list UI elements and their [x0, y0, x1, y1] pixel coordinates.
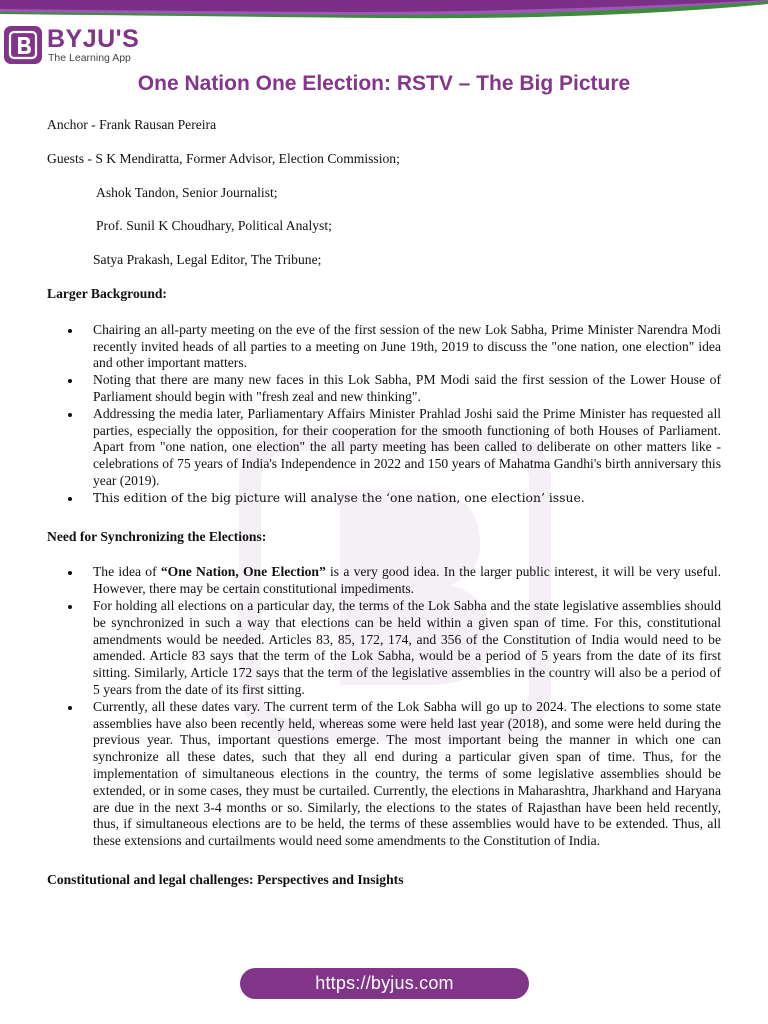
bullet-icon	[68, 379, 72, 383]
list-item-text: For holding all elections on a particular day, the terms of the Lok Sabha and the state legislative assemblies should be synchronized in such a way that elections can be held within a given span of time. For this, constitutional amendments would be needed. Articles 83, 85, 172, 174, and 356 of the Constitution of India would need to be amended. Article 83 says that the term of the Lok Sabha, would be a period of 5 years from the date of its first sitting. Similarly, Article 172 says that the term of the legislative assemblies in the country will also be a period of 5 years from the date of its first sitting.	[93, 597, 721, 697]
section-heading-background: Larger Background:	[47, 285, 167, 301]
bullet-icon	[68, 329, 72, 333]
list-item	[47, 322, 721, 372]
list-item-emphasis: “One Nation, One Election”	[160, 564, 326, 580]
background-list	[47, 322, 721, 507]
brand-tagline: The Learning App	[48, 52, 131, 64]
page-title: One Nation One Election: RSTV – The Big Picture	[137, 72, 631, 95]
list-item-text-prefix: The idea of	[93, 564, 161, 580]
bullet-icon	[68, 413, 72, 417]
list-item-text-suffix: is a very good idea. In the larger public interest, it will be very useful. However, there may be certain constitutional impediments.	[93, 564, 722, 597]
section-heading-need: Need for Synchronizing the Elections:	[47, 528, 267, 544]
list-item	[47, 490, 721, 507]
list-item-text: Addressing the media later, Parliamentary Affairs Minister Prahlad Joshi said the Prime Minister has requested all parties, especially the opposition, for their cooperation for the smooth functioning of both Houses of Parliament. Apart from "one nation, one election" the all party meeting has been called to deliberate on other matters like - celebrations of 75 years of India's Independence in 2022 and 150 years of Mahatma Gandhi's birth anniversary this year (2019).	[93, 405, 721, 488]
section-heading-constitutional: Constitutional and legal challenges: Perspectives and Insights	[47, 871, 404, 887]
top-decorative-band	[0, 0, 768, 20]
brand-name: BYJU'S	[47, 25, 140, 53]
byjus-b-icon	[4, 26, 42, 64]
guest-line-2: Ashok Tandon, Senior Journalist;	[96, 184, 278, 200]
list-item	[47, 406, 721, 490]
list-item-text: This edition of the big picture will analyse the ‘one nation, one election’ issue.	[93, 489, 585, 505]
list-item-text: Currently, all these dates vary. The current term of the Lok Sabha will go up to 2024. The elections to some state assemblies have also been recently held, whereas some were held last year (2018), and some were held during the previous year. Thus, important questions emerge. The most important being the manner in which one can synchronize all these dates, such that they all end during a particular given span of time. Thus, for the implementation of simultaneous elections in the country, the terms of some legislative assemblies should be extended, or in some cases, they must be curtailed. Currently, the elections in Maharashtra, Jharkhand and Haryana are due in the next 3-4 months or so. Similarly, the elections to the states of Rajasthan have been held recently, thus, if simultaneous elections are to be held, the terms of these assemblies would have to be extended. Thus, all these extensions and curtailments would need some amendments to the Constitution of India.	[93, 698, 721, 849]
list-item	[47, 372, 721, 406]
bullet-icon	[68, 605, 72, 609]
guest-line-1: Guests - S K Mendiratta, Former Advisor, Election Commission;	[47, 150, 400, 166]
guest-line-4: Satya Prakash, Legal Editor, The Tribune;	[93, 252, 322, 268]
bullet-icon	[68, 571, 72, 575]
guest-line-3: Prof. Sunil K Choudhary, Political Analyst;	[96, 218, 332, 234]
need-list	[47, 564, 721, 850]
list-item	[47, 699, 721, 850]
list-item	[47, 564, 721, 598]
byjus-logo[interactable]	[4, 26, 139, 68]
bullet-icon	[68, 497, 72, 501]
document-body	[47, 117, 721, 908]
footer-url-link[interactable]: https://byjus.com	[315, 973, 454, 993]
anchor-line: Anchor - Frank Rausan Pereira	[47, 117, 217, 132]
bullet-icon	[68, 706, 72, 710]
footer-url-button[interactable]	[240, 968, 529, 999]
list-item-text: Noting that there are many new faces in this Lok Sabha, PM Modi said the first session of the Lower House of Parliament should begin with "fresh zeal and new thinking".	[93, 372, 721, 404]
list-item-text: Chairing an all-party meeting on the eve of the first session of the new Lok Sabha, Prime Minister Narendra Modi recently invited heads of all parties to a meeting on June 19th, 2019 to discuss the "one nation, one election" idea and other important matters.	[93, 321, 721, 371]
list-item	[47, 598, 721, 699]
